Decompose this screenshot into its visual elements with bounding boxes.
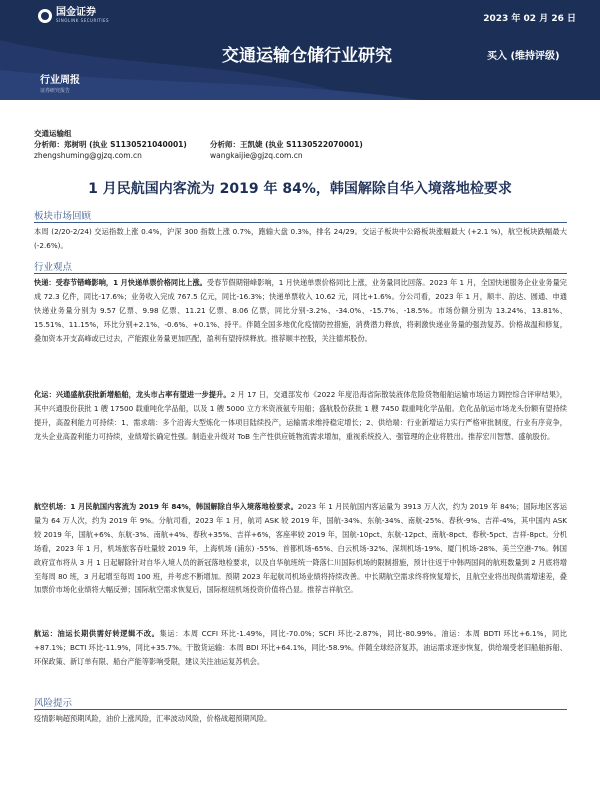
paragraph-body: 2023 年 1 月民航国内客运量为 3913 万人次，约为 2019 年 84%；国际地区客运量为 64 万人次，约为 2019 年 9%。分航司看，2023 年 1 月，航司 ASK 较 2019 年，国航-34%、东航-34%、南航-25%、春秋-9%、吉祥-4%，其中国内 ASK 较 2019 年，国航+6%、东航-3%、南航+4%、春秋+35%、吉祥+6%，客座率较 2019 年，国航-10pct、东航-12pct、南航-8pct、春秋-5pct、吉祥-8pct。分机场看，2023 年 1 月，机场旅客吞吐量较 2019 年，上海机场 (浦东) -55%、首都机场-65%、白云机场-32%、深圳机场-19%、厦门机场-28%、美兰空港-7%。韩国政府宣布将从 3 月 1 日起解除针对自华入境人员的新冠落地检要求，以及自华航班统一降落仁川国际机场的限制措施，预计往返于中韩两国间的航班数量到 2 月底将增至每周 80 班，3 月起增至每周 100 班，并考虑不断增加。预期 2023 年起航司机场业绩将持续改善。中长期航空需求终将恢复增长，且航空业将出现供需增速差，叠加票价市场化业绩将大幅反弹；国际航空需求恢复后，国际枢纽机场投资价值将凸显。推荐吉祥航空。 [34, 502, 567, 595]
section-title-market-review: 板块市场回顾 [34, 211, 92, 222]
report-subtype: 证券研究报告 [40, 88, 71, 94]
analyst-row [34, 139, 574, 161]
report-date: 2023 年 02 月 26 日 [483, 14, 576, 24]
paragraph-lead: 航空机场：1 月民航国内客流为 2019 年 84%，韩国解除自华入境落地检要求。 [34, 502, 298, 511]
paragraph-chemical-shipping [34, 388, 567, 444]
analyst-label: 分析师：王凯婕 (执业 S1130522070001) [210, 140, 363, 149]
paragraph-body: 集运：本周 CCFI 环比-1.49%，同比-70.0%；SCFI 环比-2.87%，同比-80.99%。油运：本周 BDTI 环比+6.1%，同比+87.1%；BCTI 环比-11.9%，同比+35.7%。干散货运输：本周 BDI 环比+64.1%，同比-58.9%。伴随全球经济复苏，油运需求逐步恢复，供给端受老旧船舶拆船、环保政策、新订单有限、船台产能等影响受限，建议关注油运复苏机会。 [34, 629, 567, 666]
logo-subtext: SINOLINK SECURITIES [56, 18, 110, 23]
report-title: 交通运输仓储行业研究 [222, 46, 392, 66]
analyst-info [34, 128, 574, 161]
paragraph-body: 受春节假期错峰影响，1 月快递单票价格同比上涨，业务量同比回落。2023 年 1 月，全国快递服务企业业务量完成 72.3 亿件，同比-17.6%；业务收入完成 767.5 亿元，同比-16.3%；快递单票收入 10.62 元，同比+1.6%。分公司看，2023 年 1 月，顺丰、韵达、圆通、申通快递业务量分别为 9.57 亿票、9.98 亿票、11.21 亿票、8.06 亿票，同比分别-3.2%、-34.0%、-15.7%、-18.5%。市场份额分别为 13.24%、13.81%、15.51%、11.15%，环比分别+2.1%、-0.6%、+0.1%、持平。伴随全国多地优化疫情防控措施，消费潜力释放，将刺激快递业务量的强劲复苏。价格战温和修复，叠加资本开支高峰或已过去，产能跟业务量更加匹配，盈利有望持续释放。推荐顺丰控股，关注德邦股份。 [34, 278, 567, 343]
paragraph-lead: 快递：受春节错峰影响，1 月快递单票价格同比上涨。 [34, 278, 207, 287]
paragraph-express [34, 276, 567, 346]
paragraph-lead: 化运：兴通盛航获批新增船舶，龙头市占率有望进一步提升。 [34, 390, 231, 399]
logo-text: 国金证券 [56, 7, 96, 18]
report-header [0, 0, 600, 100]
analyst-label: 分析师：郑树明 (执业 S1130521040001) [34, 140, 187, 149]
paragraph-lead: 航运：油运长期供需好转逻辑不改。 [34, 629, 160, 638]
report-type: 行业周报 [40, 75, 80, 86]
paragraph-shipping [34, 627, 567, 669]
analyst-item [210, 139, 386, 161]
section-divider [34, 222, 567, 223]
analyst-email[interactable]: wangkaijie@gjzq.com.cn [210, 151, 303, 160]
rating-label: 买入 (维持评级) [487, 51, 560, 62]
analyst-group: 交通运输组 [34, 129, 72, 138]
logo-icon [38, 9, 52, 23]
report-headline: 1 月民航国内客流为 2019 年 84%，韩国解除自华入境落地检要求 [88, 181, 512, 197]
brand-logo [38, 8, 109, 24]
section-divider [34, 709, 567, 710]
section-title-risk: 风险提示 [34, 698, 73, 709]
analyst-item [34, 139, 210, 161]
section-divider [34, 273, 567, 274]
market-review-text: 本周 (2/20-2/24) 交运指数上涨 0.4%，沪深 300 指数上涨 0.7%，跑输大盘 0.3%，排名 24/29。交运子板块中公路板块涨幅最大 (+2.1 %)，航空板块跌幅最大 (-2.6%)。 [34, 227, 567, 250]
analyst-email[interactable]: zhengshuming@gjzq.com.cn [34, 151, 142, 160]
paragraph-aviation-airport [34, 500, 567, 597]
risk-text: 疫情影响超预期风险，油价上涨风险，汇率波动风险，价格战超预期风险。 [34, 714, 272, 723]
section-title-industry-view: 行业观点 [34, 262, 73, 273]
paragraph-body: 2 月 17 日，交通部发布《2022 年度沿海省际散装液体危险货物船舶运输市场运力调控综合评审结果》，其中兴通股份获批 1 艘 17500 载重吨化学品船，以及 1 艘 5000 立方米资液氨专用船；盛航股份获批 1 艘 7450 载重吨化学品船。危化品航运市场龙头份额有望持续提升，高盈利能力可持续：1、需求端：多个沿海大型炼化一体项目陆续投产，运输需求维持稳定增长；2、供给端：行业新增运力实行严格审批制度，行业有序竞争，龙头企业高盈利能力可持续，业绩增长确定性强。制造业升级对 ToB 生产性供应链物流需求增加，重视系统投入、强管理的企业将胜出。推荐宏川智慧、盛航股份。 [34, 390, 567, 441]
